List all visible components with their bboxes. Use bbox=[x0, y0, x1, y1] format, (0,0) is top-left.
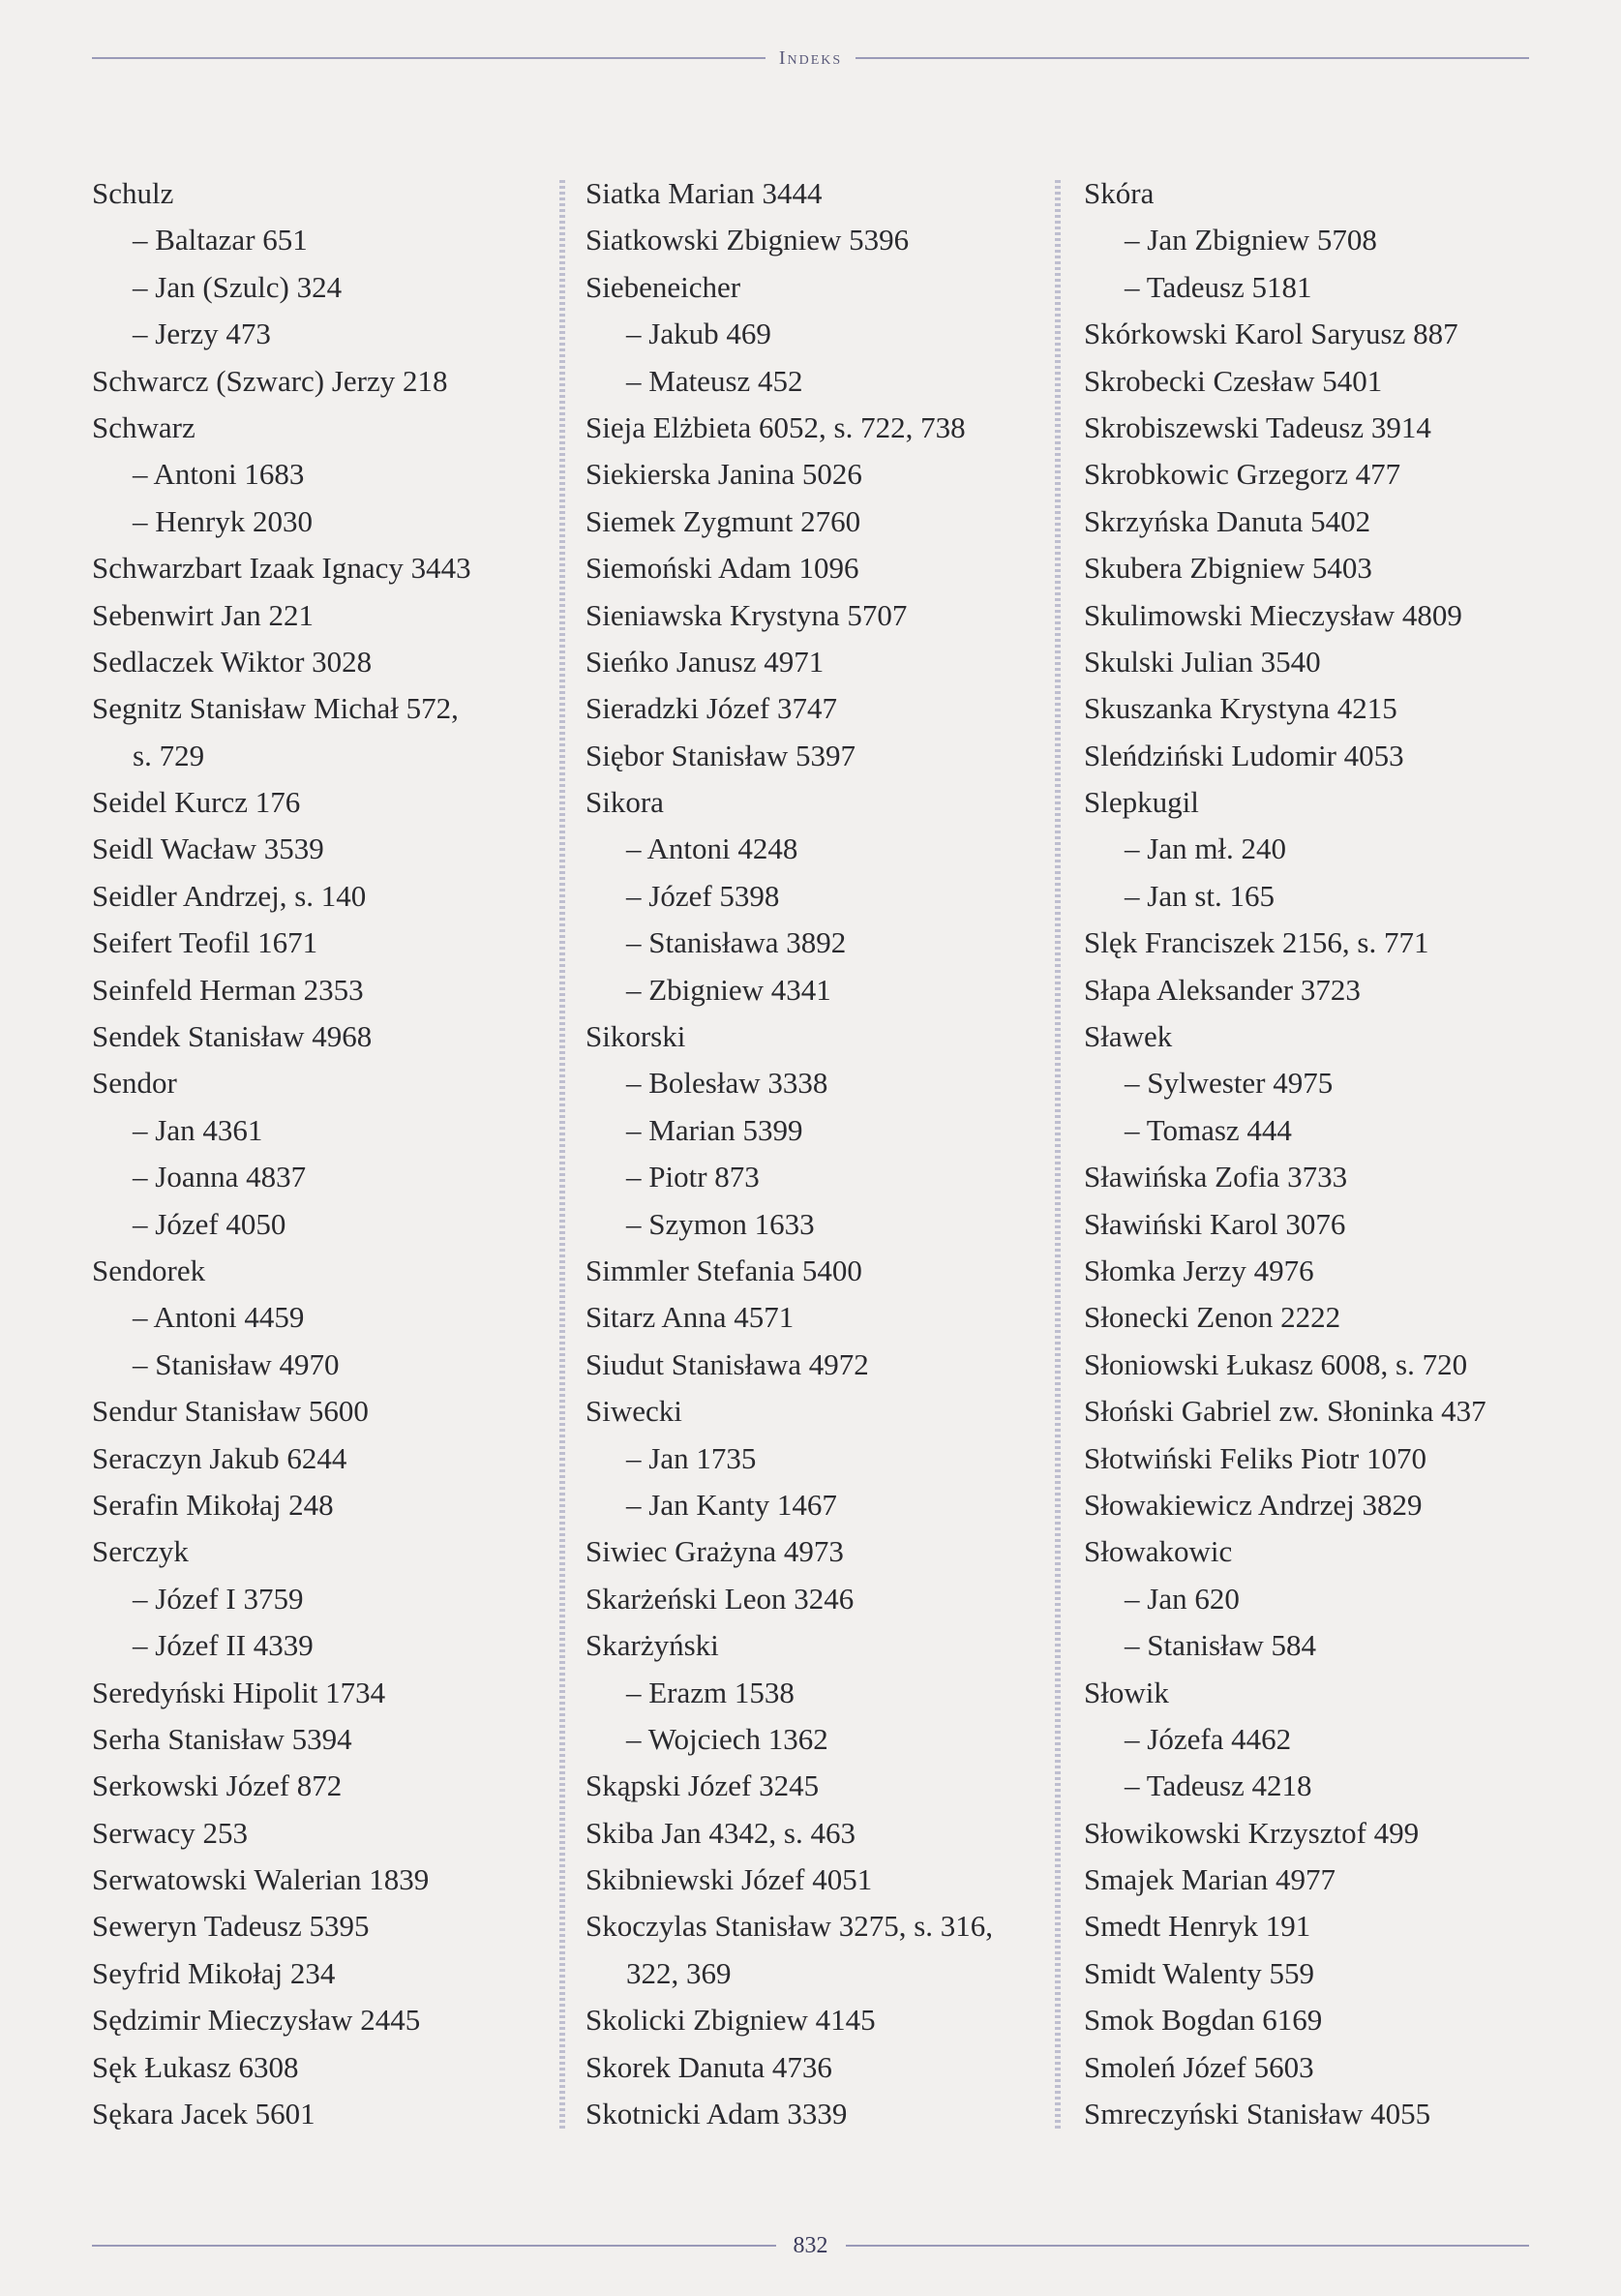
index-subentry: – Jan st. 165 bbox=[1125, 878, 1275, 913]
index-entry: Skoczylas Stanisław 3275, s. 316, bbox=[585, 1909, 994, 1944]
index-entry: Słonecki Zenon 2222 bbox=[1084, 1300, 1341, 1335]
index-entry: Słoński Gabriel zw. Słoninka 437 bbox=[1084, 1394, 1486, 1429]
index-subentry: – Mateusz 452 bbox=[626, 363, 803, 398]
index-subentry: – Marian 5399 bbox=[626, 1112, 803, 1147]
index-entry: Smedt Henryk 191 bbox=[1084, 1909, 1311, 1944]
index-entry: Skorek Danuta 4736 bbox=[585, 2049, 832, 2084]
index-entry: Sikora bbox=[585, 785, 664, 820]
index-entry: Skóra bbox=[1084, 176, 1155, 210]
header-title: Indeks bbox=[778, 46, 843, 69]
index-entry: Sieniawska Krystyna 5707 bbox=[585, 597, 908, 632]
index-subentry: – Józef I 3759 bbox=[133, 1581, 304, 1616]
index-entry: Słotwiński Feliks Piotr 1070 bbox=[1084, 1440, 1426, 1475]
index-entry: Sławiński Karol 3076 bbox=[1084, 1206, 1346, 1241]
index-subentry: – Jan Kanty 1467 bbox=[626, 1487, 837, 1522]
running-header bbox=[92, 39, 1529, 77]
index-entry: Smreczyński Stanisław 4055 bbox=[1084, 2097, 1431, 2131]
header-rule-right bbox=[856, 57, 1529, 59]
index-entry: Skibniewski Józef 4051 bbox=[585, 1862, 873, 1897]
index-column-3 bbox=[1084, 170, 1568, 2137]
index-entry: Smoleń Józef 5603 bbox=[1084, 2049, 1314, 2084]
index-entry: Sedlaczek Wiktor 3028 bbox=[92, 644, 373, 679]
index-entry: Sitarz Anna 4571 bbox=[585, 1300, 795, 1335]
column-separator bbox=[1055, 180, 1061, 2130]
index-entry: Serkowski Józef 872 bbox=[92, 1768, 343, 1803]
index-entry: Seredyński Hipolit 1734 bbox=[92, 1675, 386, 1709]
index-entry: Siwiec Grażyna 4973 bbox=[585, 1534, 844, 1569]
index-entry: Seyfrid Mikołaj 234 bbox=[92, 1955, 336, 1990]
index-entry: Skrobiszewski Tadeusz 3914 bbox=[1084, 409, 1431, 444]
index-entry: Sieńko Janusz 4971 bbox=[585, 644, 825, 679]
index-subentry: – Sylwester 4975 bbox=[1125, 1066, 1334, 1101]
index-entry: Siębor Stanisław 5397 bbox=[585, 738, 856, 772]
index-entry: Seidel Kurcz 176 bbox=[92, 785, 301, 820]
index-subentry: – Szymon 1633 bbox=[626, 1206, 815, 1241]
index-entry: Sendorek bbox=[92, 1253, 206, 1287]
index-subentry: – Józef 4050 bbox=[133, 1206, 286, 1241]
index-entry: Sebenwirt Jan 221 bbox=[92, 597, 315, 632]
index-entry: Sendur Stanisław 5600 bbox=[92, 1394, 369, 1429]
index-subentry: – Antoni 1683 bbox=[133, 457, 305, 492]
index-entry: Skarżeński Leon 3246 bbox=[585, 1581, 855, 1616]
index-entry: Słomka Jerzy 4976 bbox=[1084, 1253, 1314, 1287]
index-subentry: – Jan (Szulc) 324 bbox=[133, 269, 343, 304]
index-entry: Słowakowic bbox=[1084, 1534, 1233, 1569]
index-entry: Skolicki Zbigniew 4145 bbox=[585, 2003, 876, 2038]
page-number: 832 bbox=[793, 2232, 828, 2258]
index-subentry: – Tadeusz 5181 bbox=[1125, 269, 1312, 304]
index-entry: Serczyk bbox=[92, 1534, 189, 1569]
index-entry: Schulz bbox=[92, 176, 174, 210]
index-entry: Słoniowski Łukasz 6008, s. 720 bbox=[1084, 1346, 1468, 1381]
index-entry: Sendor bbox=[92, 1066, 177, 1101]
index-entry: Siwecki bbox=[585, 1394, 682, 1429]
index-entry: Sieja Elżbieta 6052, s. 722, 738 bbox=[585, 409, 966, 444]
page-footer bbox=[92, 2226, 1529, 2265]
index-subentry: – Jan Zbigniew 5708 bbox=[1125, 223, 1377, 257]
index-subentry: – Józef 5398 bbox=[626, 878, 780, 913]
index-entry: Słowakiewicz Andrzej 3829 bbox=[1084, 1487, 1423, 1522]
index-entry: Schwarzbart Izaak Ignacy 3443 bbox=[92, 551, 471, 586]
index-entry: Seifert Teofil 1671 bbox=[92, 925, 318, 960]
index-entry: Schwarz bbox=[92, 409, 195, 444]
index-entry: Serwatowski Walerian 1839 bbox=[92, 1862, 430, 1897]
index-subentry: – Józef II 4339 bbox=[133, 1628, 314, 1663]
index-entry: Smajek Marian 4977 bbox=[1084, 1862, 1336, 1897]
index-entry: Skrobkowic Grzegorz 477 bbox=[1084, 457, 1401, 492]
column-separator bbox=[559, 180, 565, 2130]
index-entry: Skulski Julian 3540 bbox=[1084, 644, 1321, 679]
index-subentry: – Erazm 1538 bbox=[626, 1675, 795, 1709]
index-entry: Skąpski Józef 3245 bbox=[585, 1768, 820, 1803]
index-entry: Skubera Zbigniew 5403 bbox=[1084, 551, 1372, 586]
index-entry: Smidt Walenty 559 bbox=[1084, 1955, 1315, 1990]
index-entry: Segnitz Stanisław Michał 572, bbox=[92, 691, 459, 726]
index-subentry: – Jerzy 473 bbox=[133, 317, 271, 351]
index-subentry: – Stanisława 3892 bbox=[626, 925, 847, 960]
index-entry: Siudut Stanisława 4972 bbox=[585, 1346, 869, 1381]
index-entry: Siatka Marian 3444 bbox=[585, 176, 823, 210]
index-subentry: – Stanisław 4970 bbox=[133, 1346, 340, 1381]
index-subentry: – Bolesław 3338 bbox=[626, 1066, 828, 1101]
index-subentry: – Tadeusz 4218 bbox=[1125, 1768, 1312, 1803]
index-subentry: – Wojciech 1362 bbox=[626, 1721, 828, 1756]
index-entry: Skiba Jan 4342, s. 463 bbox=[585, 1815, 856, 1850]
index-entry: Skrzyńska Danuta 5402 bbox=[1084, 503, 1371, 538]
index-entry: Siatkowski Zbigniew 5396 bbox=[585, 223, 910, 257]
footer-rule-left bbox=[92, 2245, 776, 2247]
index-entry: Simmler Stefania 5400 bbox=[585, 1253, 862, 1287]
index-subentry: – Henryk 2030 bbox=[133, 503, 313, 538]
index-subentry: – Joanna 4837 bbox=[133, 1160, 307, 1194]
index-entry: Skuszanka Krystyna 4215 bbox=[1084, 691, 1397, 726]
index-entry: Seidler Andrzej, s. 140 bbox=[92, 878, 367, 913]
index-entry: Siekierska Janina 5026 bbox=[585, 457, 862, 492]
index-entry: Skarżyński bbox=[585, 1628, 719, 1663]
index-entry: Sendek Stanisław 4968 bbox=[92, 1019, 373, 1054]
index-entry: Sęk Łukasz 6308 bbox=[92, 2049, 299, 2084]
index-subentry: – Jan mł. 240 bbox=[1125, 831, 1287, 866]
footer-rule-right bbox=[846, 2245, 1530, 2247]
index-entry: Sieradzki Józef 3747 bbox=[585, 691, 837, 726]
index-subentry: – Antoni 4459 bbox=[133, 1300, 305, 1335]
index-subentry: – Zbigniew 4341 bbox=[626, 972, 831, 1007]
index-subentry: – Jan 4361 bbox=[133, 1112, 263, 1147]
index-entry: Serwacy 253 bbox=[92, 1815, 248, 1850]
index-subentry: – Józefa 4462 bbox=[1125, 1721, 1292, 1756]
index-entry: Siebeneicher bbox=[585, 269, 741, 304]
index-entry: Słowikowski Krzysztof 499 bbox=[1084, 1815, 1420, 1850]
index-subentry: – Stanisław 584 bbox=[1125, 1628, 1317, 1663]
index-entry: Słowik bbox=[1084, 1675, 1169, 1709]
index-columns bbox=[0, 170, 1621, 2135]
index-subentry: – Jan 1735 bbox=[626, 1440, 757, 1475]
index-entry: Siemoński Adam 1096 bbox=[585, 551, 859, 586]
index-entry: Skotnicki Adam 3339 bbox=[585, 2097, 848, 2131]
index-subentry: – Piotr 873 bbox=[626, 1160, 760, 1194]
index-entry: Sławek bbox=[1084, 1019, 1173, 1054]
index-entry: Serafin Mikołaj 248 bbox=[92, 1487, 334, 1522]
index-entry: Skrobecki Czesław 5401 bbox=[1084, 363, 1383, 398]
index-entry: Sękara Jacek 5601 bbox=[92, 2097, 315, 2131]
index-entry: Schwarcz (Szwarc) Jerzy 218 bbox=[92, 363, 448, 398]
index-entry: Siemek Zygmunt 2760 bbox=[585, 503, 861, 538]
header-rule-left bbox=[92, 57, 765, 59]
index-entry-continuation: s. 729 bbox=[133, 738, 205, 772]
index-subentry: – Baltazar 651 bbox=[133, 223, 308, 257]
index-entry: Serha Stanisław 5394 bbox=[92, 1721, 352, 1756]
index-entry: Sędzimir Mieczysław 2445 bbox=[92, 2003, 421, 2038]
index-entry-continuation: 322, 369 bbox=[626, 1955, 732, 1990]
index-entry: Seraczyn Jakub 6244 bbox=[92, 1440, 347, 1475]
index-entry: Słapa Aleksander 3723 bbox=[1084, 972, 1361, 1007]
index-entry: Skulimowski Mieczysław 4809 bbox=[1084, 597, 1462, 632]
index-entry: Sławińska Zofia 3733 bbox=[1084, 1160, 1348, 1194]
index-entry: Seidl Wacław 3539 bbox=[92, 831, 324, 866]
index-column-1 bbox=[92, 170, 547, 2137]
index-entry: Seweryn Tadeusz 5395 bbox=[92, 1909, 370, 1944]
index-subentry: – Jakub 469 bbox=[626, 317, 771, 351]
index-entry: Skórkowski Karol Saryusz 887 bbox=[1084, 317, 1458, 351]
index-subentry: – Jan 620 bbox=[1125, 1581, 1240, 1616]
index-entry: Slęk Franciszek 2156, s. 771 bbox=[1084, 925, 1429, 960]
index-subentry: – Tomasz 444 bbox=[1125, 1112, 1292, 1147]
index-entry: Smok Bogdan 6169 bbox=[1084, 2003, 1323, 2038]
index-column-2 bbox=[585, 170, 1050, 2137]
index-entry: Sleńdziński Ludomir 4053 bbox=[1084, 738, 1404, 772]
index-subentry: – Antoni 4248 bbox=[626, 831, 798, 866]
index-entry: Seinfeld Herman 2353 bbox=[92, 972, 364, 1007]
index-entry: Slepkugil bbox=[1084, 785, 1199, 820]
index-entry: Sikorski bbox=[585, 1019, 686, 1054]
